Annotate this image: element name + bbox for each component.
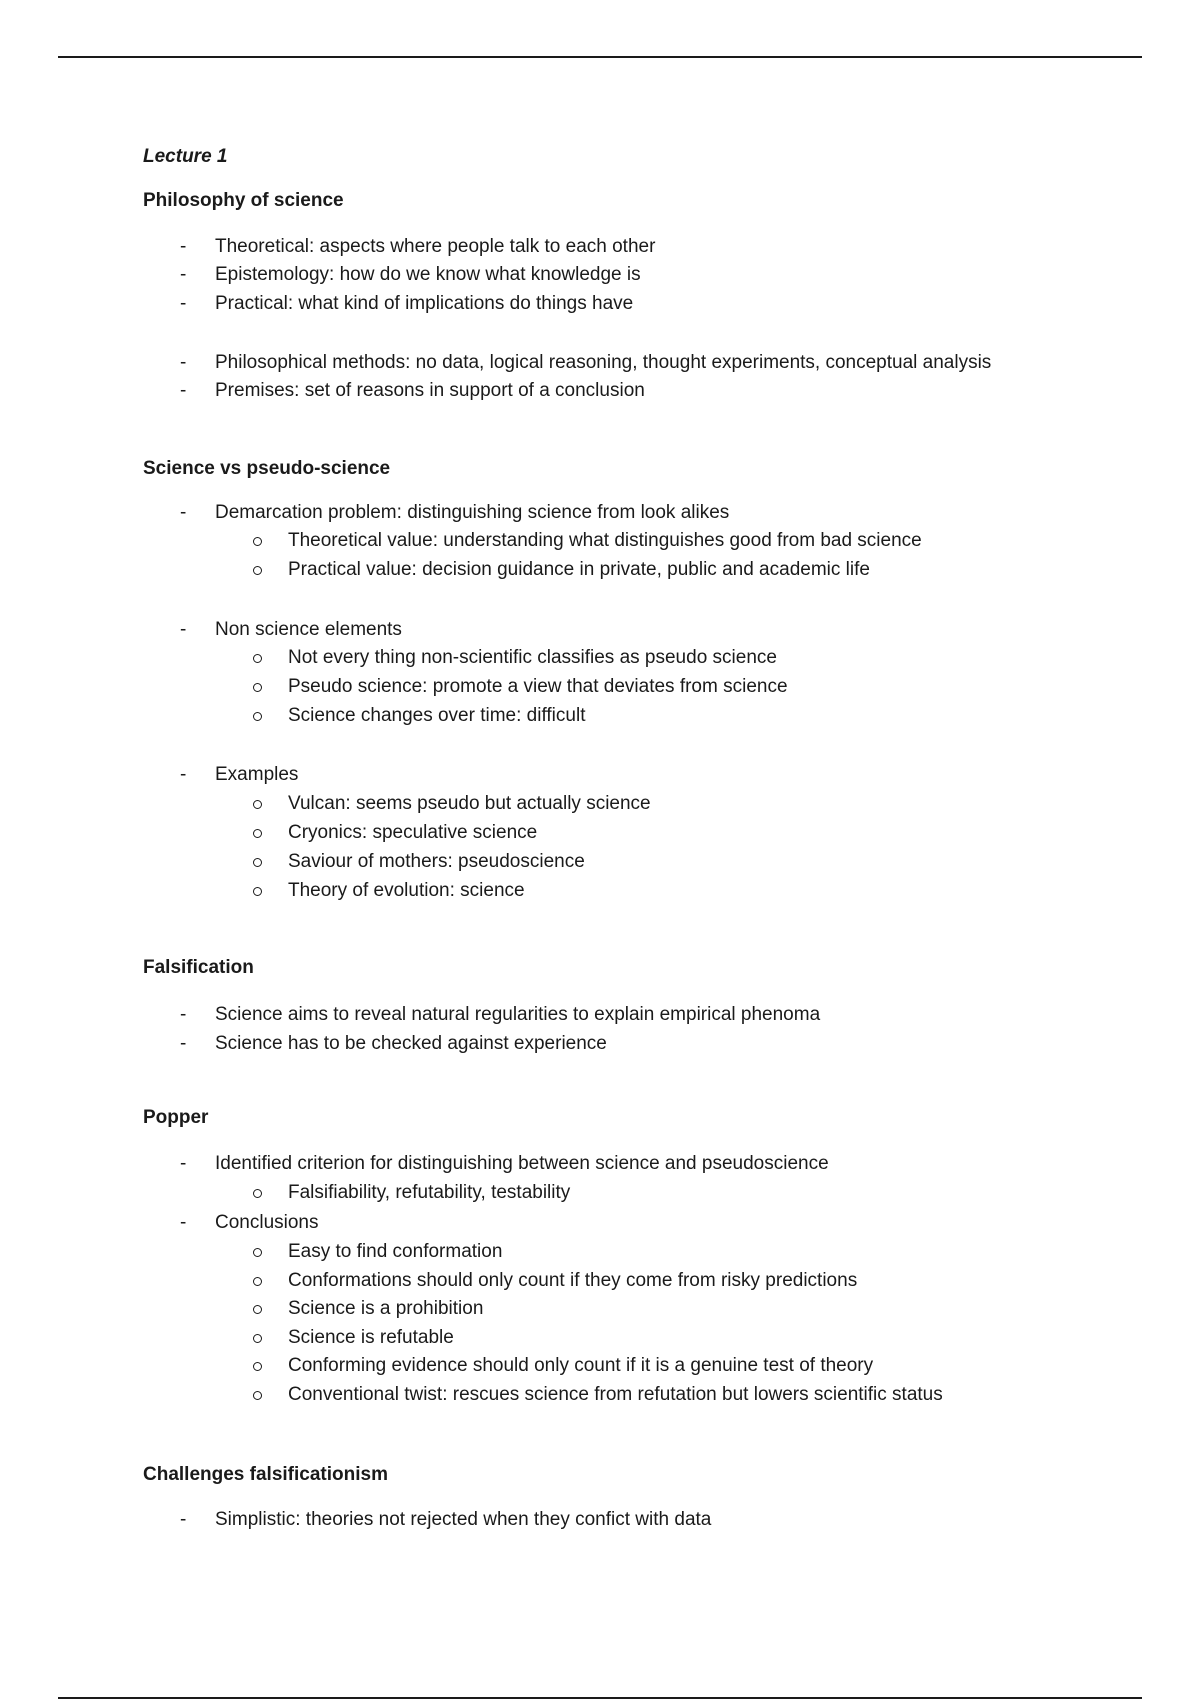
sub-list-item: Conformations should only count if they come from risky predictions: [288, 1270, 858, 1291]
list-item: Practical: what kind of implications do things have: [215, 293, 634, 314]
section-heading: Challenges falsificationism: [143, 1464, 388, 1485]
dash-bullet: -: [180, 293, 187, 314]
sub-list-item: Science changes over time: difficult: [288, 705, 586, 726]
list-item: Science aims to reveal natural regularities to explain empirical phenoma: [215, 1004, 821, 1025]
sub-list-item: Science is a prohibition: [288, 1298, 484, 1319]
circle-bullet-icon: [253, 566, 262, 575]
list-item: Philosophical methods: no data, logical reasoning, thought experiments, conceptual analysis: [215, 352, 992, 373]
dash-bullet: -: [180, 380, 187, 401]
sub-list-item: Practical value: decision guidance in private, public and academic life: [288, 559, 870, 580]
circle-bullet-icon: [253, 1277, 262, 1286]
list-item: Simplistic: theories not rejected when they confict with data: [215, 1509, 712, 1530]
sub-list-item: Falsifiability, refutability, testability: [288, 1182, 571, 1203]
section-heading: Philosophy of science: [143, 190, 344, 211]
circle-bullet-icon: [253, 1248, 262, 1257]
dash-bullet: -: [180, 619, 187, 640]
list-item: Demarcation problem: distinguishing science from look alikes: [215, 502, 730, 523]
sub-list-item: Science is refutable: [288, 1327, 454, 1348]
sub-list-item: Theory of evolution: science: [288, 880, 525, 901]
lecture-title: Lecture 1: [143, 146, 228, 167]
sub-list-item: Vulcan: seems pseudo but actually science: [288, 793, 651, 814]
list-item: Premises: set of reasons in support of a conclusion: [215, 380, 645, 401]
sub-list-item: Not every thing non-scientific classifies as pseudo science: [288, 647, 777, 668]
section-heading: Popper: [143, 1107, 209, 1128]
circle-bullet-icon: [253, 712, 262, 721]
dash-bullet: -: [180, 352, 187, 373]
dash-bullet: -: [180, 236, 187, 257]
circle-bullet-icon: [253, 683, 262, 692]
list-item: Epistemology: how do we know what knowledge is: [215, 264, 641, 285]
sub-list-item: Conventional twist: rescues science from refutation but lowers scientific status: [288, 1384, 943, 1405]
list-item: Science has to be checked against experience: [215, 1033, 607, 1054]
list-item: Non science elements: [215, 619, 402, 640]
circle-bullet-icon: [253, 829, 262, 838]
sub-list-item: Theoretical value: understanding what distinguishes good from bad science: [288, 530, 922, 551]
sub-list-item: Easy to find conformation: [288, 1241, 503, 1262]
list-item: Conclusions: [215, 1212, 319, 1233]
dash-bullet: -: [180, 1212, 187, 1233]
dash-bullet: -: [180, 1033, 187, 1054]
list-item: Examples: [215, 764, 299, 785]
list-item: Identified criterion for distinguishing between science and pseudoscience: [215, 1153, 829, 1174]
circle-bullet-icon: [253, 1334, 262, 1343]
circle-bullet-icon: [253, 537, 262, 546]
dash-bullet: -: [180, 502, 187, 523]
list-item: Theoretical: aspects where people talk to each other: [215, 236, 656, 257]
circle-bullet-icon: [253, 887, 262, 896]
circle-bullet-icon: [253, 1189, 262, 1198]
dash-bullet: -: [180, 264, 187, 285]
section-heading: Science vs pseudo-science: [143, 458, 391, 479]
circle-bullet-icon: [253, 1305, 262, 1314]
circle-bullet-icon: [253, 858, 262, 867]
dash-bullet: -: [180, 1509, 187, 1530]
sub-list-item: Cryonics: speculative science: [288, 822, 538, 843]
sub-list-item: Saviour of mothers: pseudoscience: [288, 851, 585, 872]
dash-bullet: -: [180, 764, 187, 785]
dash-bullet: -: [180, 1153, 187, 1174]
sub-list-item: Conforming evidence should only count if it is a genuine test of theory: [288, 1355, 874, 1376]
circle-bullet-icon: [253, 1391, 262, 1400]
sub-list-item: Pseudo science: promote a view that deviates from science: [288, 676, 788, 697]
section-heading: Falsification: [143, 957, 254, 978]
circle-bullet-icon: [253, 800, 262, 809]
footer-rule: [58, 1697, 1142, 1699]
circle-bullet-icon: [253, 654, 262, 663]
circle-bullet-icon: [253, 1362, 262, 1371]
dash-bullet: -: [180, 1004, 187, 1025]
